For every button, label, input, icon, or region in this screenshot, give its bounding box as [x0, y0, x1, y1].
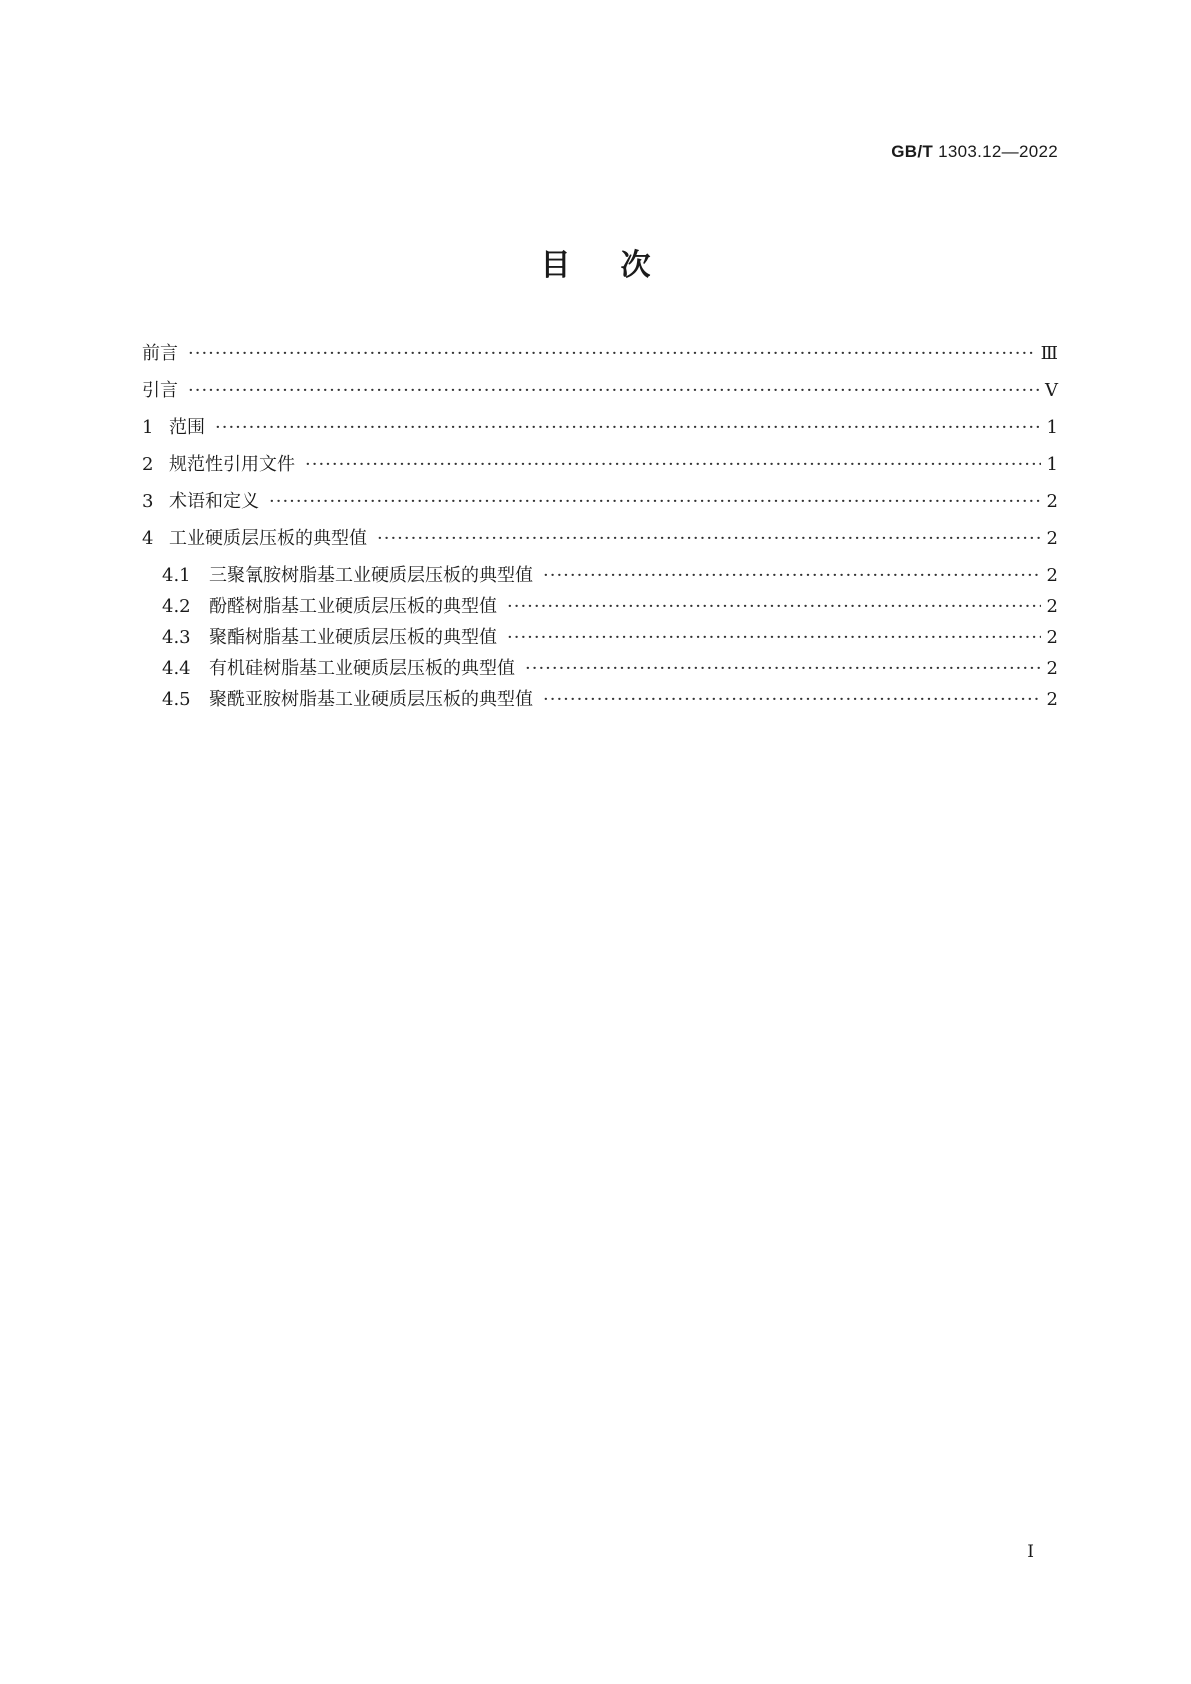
toc-entry-text: 引言 — [142, 380, 178, 401]
toc-leader-dots — [188, 380, 1039, 401]
toc-entry-text: 酚醛树脂基工业硬质层压板的典型值 — [209, 596, 497, 617]
toc-entry-text: 规范性引用文件 — [169, 454, 295, 475]
toc-entry-text: 聚酰亚胺树脂基工业硬质层压板的典型值 — [209, 689, 533, 710]
toc-leader-dots — [543, 565, 1041, 586]
toc-page-number: 2 — [1046, 627, 1058, 648]
footer-page-number: Ⅰ — [1027, 1542, 1034, 1562]
toc-entry-introduction[interactable] — [142, 376, 1058, 413]
toc-entry-number: 4.3 — [162, 627, 191, 648]
toc-entry-text: 聚酯树脂基工业硬质层压板的典型值 — [209, 627, 497, 648]
toc-page-number: 1 — [1046, 417, 1058, 438]
toc-subentry-4-1[interactable] — [142, 561, 1058, 592]
toc-subentry-4-5[interactable] — [142, 685, 1058, 716]
toc-entry-text: 前言 — [142, 343, 178, 364]
toc-page-number: 2 — [1046, 565, 1058, 586]
toc-entry-number: 4.2 — [162, 596, 191, 617]
toc-entry-number: 1 — [142, 417, 154, 438]
toc-entry-number: 4 — [142, 528, 154, 549]
toc-entry-normative-references[interactable] — [142, 450, 1058, 487]
standard-prefix: GB/T — [891, 142, 934, 161]
toc-page-number: 2 — [1046, 491, 1058, 512]
toc-page-number: 2 — [1046, 596, 1058, 617]
toc-entry-text: 三聚氰胺树脂基工业硬质层压板的典型值 — [209, 565, 533, 586]
toc-entry-number: 4.5 — [162, 689, 191, 710]
toc-leader-dots — [377, 528, 1041, 549]
toc-page-number: 2 — [1046, 528, 1058, 549]
standard-number: 1303.12—2022 — [938, 142, 1058, 161]
toc-leader-dots — [188, 343, 1035, 364]
toc-page-number: 1 — [1046, 454, 1058, 475]
toc-subentry-4-2[interactable] — [142, 592, 1058, 623]
toc-leader-dots — [215, 417, 1041, 438]
toc-leader-dots — [269, 491, 1041, 512]
toc-entry-terms-definitions[interactable] — [142, 487, 1058, 524]
toc-subentry-4-3[interactable] — [142, 623, 1058, 654]
toc-page-number: Ⅲ — [1040, 343, 1058, 364]
table-of-contents — [142, 339, 1058, 716]
toc-leader-dots — [305, 454, 1041, 475]
toc-entry-text: 术语和定义 — [169, 491, 259, 512]
toc-subentry-4-4[interactable] — [142, 654, 1058, 685]
toc-entry-number: 4.4 — [162, 658, 191, 679]
toc-leader-dots — [525, 658, 1041, 679]
toc-page-number: 2 — [1046, 658, 1058, 679]
toc-entry-text: 工业硬质层压板的典型值 — [169, 528, 367, 549]
standard-code — [891, 142, 1058, 162]
toc-entry-foreword[interactable] — [142, 339, 1058, 376]
toc-entry-text: 范围 — [169, 417, 205, 438]
page-title: 目次 — [540, 248, 701, 283]
toc-entry-number: 4.1 — [162, 565, 191, 586]
toc-leader-dots — [543, 689, 1041, 710]
toc-entry-number: 3 — [142, 491, 154, 512]
toc-leader-dots — [507, 596, 1041, 617]
toc-page-number: Ⅴ — [1045, 380, 1058, 401]
toc-leader-dots — [507, 627, 1041, 648]
toc-entry-number: 2 — [142, 454, 154, 475]
toc-entry-scope[interactable] — [142, 413, 1058, 450]
toc-entry-typical-values[interactable] — [142, 524, 1058, 561]
toc-page-number: 2 — [1046, 689, 1058, 710]
toc-entry-text: 有机硅树脂基工业硬质层压板的典型值 — [209, 658, 515, 679]
